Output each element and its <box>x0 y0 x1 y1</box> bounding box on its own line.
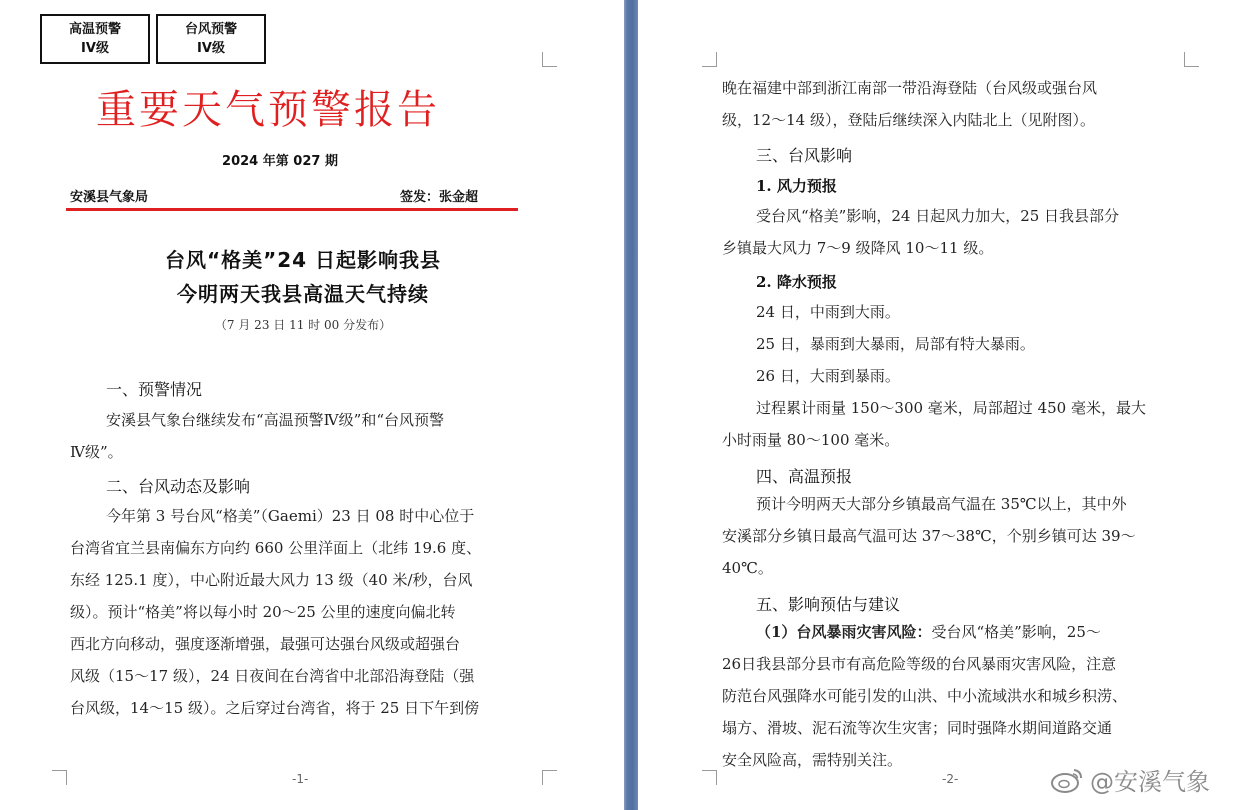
paragraph-line: 26日我县部分县市有高危险等级的台风暴雨灾害风险，注意 <box>722 655 1117 673</box>
page-corner-mark <box>702 52 717 67</box>
paragraph-line: 26 日，大雨到暴雨。 <box>756 367 900 385</box>
paragraph-line: 西北方向移动，强度逐渐增强，最强可达强台风级或超强台 <box>70 635 461 653</box>
document-page-1 <box>0 0 624 810</box>
paragraph-line: 台风级，14～15 级）。之后穿过台湾省，将于 25 日下午到傍 <box>70 699 480 717</box>
section-heading: 三、台风影响 <box>756 146 853 165</box>
page-corner-mark <box>702 770 717 785</box>
headline-line-1: 台风“格美”24 日起影响我县 <box>164 248 442 272</box>
page-corner-mark <box>1184 52 1199 67</box>
issue-number: 2024 年第 027 期 <box>222 154 338 169</box>
paragraph-line: 今年第 3 号台风“格美”（Gaemi）23 日 08 时中心位于 <box>106 507 475 525</box>
paragraph-line: 小时雨量 80～100 毫米。 <box>722 431 900 449</box>
section-heading: 四、高温预报 <box>756 467 853 486</box>
paragraph-line: 24 日，中雨到大雨。 <box>756 303 900 321</box>
paragraph-line: 东经 125.1 度），中心附近最大风力 13 级（40 米/秒，台风 <box>70 571 473 589</box>
risk-text: 受台风“格美”影响，25～ <box>931 623 1101 641</box>
section-heading: 二、台风动态及影响 <box>106 477 251 496</box>
paragraph-line: 防范台风强降水可能引发的山洪、中小流域洪水和城乡积涝、 <box>722 687 1128 705</box>
signer: 签发：张金超 <box>400 190 479 205</box>
section-heading: 一、预警情况 <box>106 380 203 399</box>
paragraph-line: 受台风“格美”影响，24 日起风力加大，25 日我县部分 <box>756 207 1120 225</box>
warning-box-level: IV级 <box>81 41 109 56</box>
paragraph-line: 风级（15～17 级），24 日夜间在台湾省中北部沿海登陆（强 <box>70 667 475 685</box>
page-number: -2- <box>942 772 959 786</box>
weibo-logo-icon <box>1050 766 1084 794</box>
page-corner-mark <box>52 770 67 785</box>
subsection-heading: 1. 风力预报 <box>756 177 837 195</box>
page-corner-mark <box>542 52 557 67</box>
risk-label: （1）台风暴雨灾害风险： <box>756 623 932 641</box>
paragraph-line: 乡镇最大风力 7～9 级降风 10～11 级。 <box>722 239 994 257</box>
paragraph-line: 塌方、滑坡、泥石流等次生灾害；同时强降水期间道路交通 <box>722 719 1113 737</box>
risk-paragraph-first-line <box>756 616 1101 648</box>
page-number: -1- <box>292 772 309 786</box>
warning-box-label: 高温预警 <box>68 22 121 37</box>
paragraph-line: 安溪部分乡镇日最高气温可达 37～38℃，个别乡镇可达 39～ <box>722 527 1136 545</box>
headline-line-2: 今明两天我县高温天气持续 <box>177 282 429 306</box>
high-temp-warning-box <box>40 14 150 64</box>
red-divider <box>66 208 518 211</box>
paragraph-line: 安溪县气象台继续发布“高温预警Ⅳ级”和“台风预警 <box>106 411 444 429</box>
paragraph-line: 级）。预计“格美”将以每小时 20～25 公里的速度向偏北转 <box>70 603 456 621</box>
paragraph-line: 安全风险高，需特别关注。 <box>722 751 903 769</box>
subsection-heading: 2. 降水预报 <box>756 273 837 291</box>
paragraph-line: 40℃。 <box>722 559 773 577</box>
typhoon-warning-box <box>156 14 266 64</box>
issuing-department: 安溪县气象局 <box>70 190 149 205</box>
paragraph-line: 级，12～14 级），登陆后继续深入内陆北上（见附图）。 <box>722 111 1095 129</box>
warning-box-label: 台风预警 <box>184 22 237 37</box>
paragraph-line: 25 日，暴雨到大暴雨，局部有特大暴雨。 <box>756 335 1035 353</box>
page-corner-mark <box>542 770 557 785</box>
paragraph-line: 过程累计雨量 150～300 毫米，局部超过 450 毫米，最大 <box>756 399 1146 417</box>
paragraph-line: 晚在福建中部到浙江南部一带沿海登陆（台风级或强台风 <box>722 79 1098 97</box>
report-title: 重要天气预警报告 <box>96 87 440 133</box>
weibo-watermark <box>1050 762 1210 797</box>
release-time: （7 月 23 日 11 时 00 分发布） <box>214 318 392 332</box>
page-gutter <box>624 0 638 810</box>
watermark-text: @安溪气象 <box>1090 768 1210 796</box>
document-page-2 <box>638 0 1250 810</box>
warning-box-level: IV级 <box>197 41 225 56</box>
section-heading: 五、影响预估与建议 <box>756 595 901 614</box>
paragraph-line: 台湾省宜兰县南偏东方向约 660 公里洋面上（北纬 19.6 度、 <box>70 539 482 557</box>
paragraph-line: Ⅳ级”。 <box>70 443 123 461</box>
paragraph-line: 预计今明两天大部分乡镇最高气温在 35℃以上，其中外 <box>756 495 1127 513</box>
